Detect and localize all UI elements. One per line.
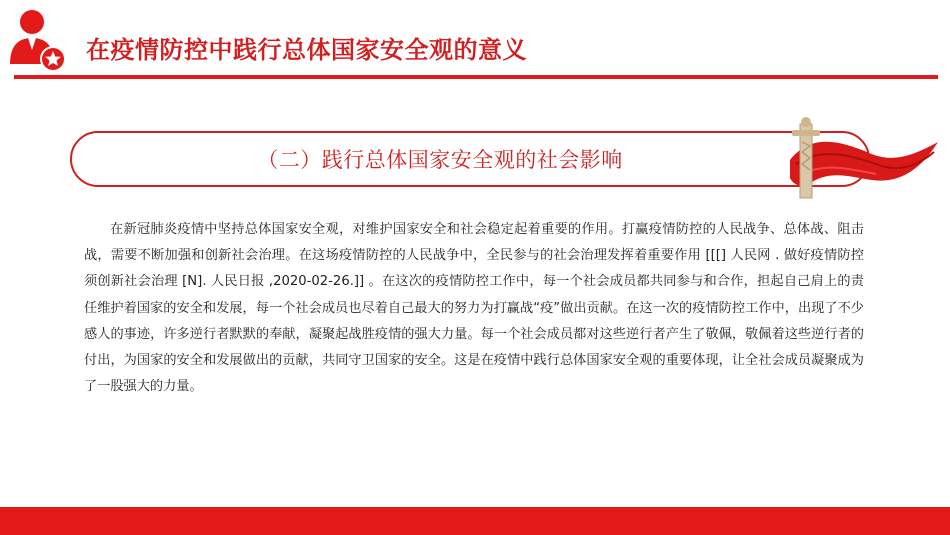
huabiao-ribbon-icon — [772, 112, 942, 202]
body-text — [84, 217, 864, 400]
section-banner — [70, 131, 870, 187]
body-paragraph: 在新冠肺炎疫情中坚持总体国家安全观，对维护国家安全和社会稳定起着重要的作用。打赢疫情防控的人民战争、总体战、阻击战，需要不断加强和创新社会治理。在这场疫情防控的人民战争中，全民参与的社会治理发挥着重要作用 [[[] 人民网 . 做好疫情防控须创新社会治理 [N]. 人民日报 ,2020-02-26.]] 。在这次的疫情防控工作中，每一个社会成员都共同参与和合作，担起自己肩上的责任维护着国家的安全和发展，每一个社会成员也尽着自己最大的努力为打赢战“疫”做出贡献。在这一次的疫情防控工作中，出现了不少感人的事迹，许多逆行者默默的奉献，凝聚起战胜疫情的强大力量。每一个社会成员都对这些逆行者产生了敬佩，敬佩着这些逆行者的付出，为国家的安全和发展做出的贡献，共同守卫国家的安全。这是在疫情中践行总体国家安全观的重要体现，让全社会成员凝聚成为了一股强大的力量。 — [84, 222, 864, 395]
page-title: 在疫情防控中践行总体国家安全观的意义 — [86, 36, 527, 64]
header-divider — [14, 75, 938, 79]
footer-bar — [0, 507, 950, 535]
section-title: （二）践行总体国家安全观的社会影响 — [257, 148, 623, 172]
person-star-badge-icon — [6, 6, 70, 74]
